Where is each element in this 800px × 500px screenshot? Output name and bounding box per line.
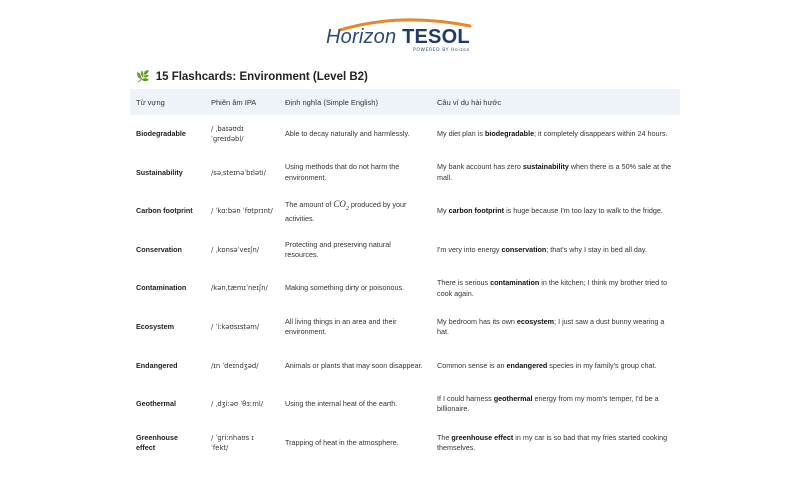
row-term: Contamination	[136, 283, 187, 293]
row-ipa: / ˈkɑːbən ˈfʊtprɪnt/	[211, 207, 273, 216]
row-example: My diet plan is biodegradable; it completely disappears within 24 hours.	[437, 129, 668, 139]
keyword: endangered	[506, 360, 548, 370]
row-example: There is serious contamination in the kitchen; I think my brother tried to cook again.	[437, 278, 668, 298]
row-ipa: /ɪn ˈdeɪndʒəd/	[211, 361, 259, 370]
keyword: carbon footprint	[448, 206, 505, 216]
row-ipa: /səˌsteɪnəˈbɪləti/	[211, 168, 266, 177]
row-example: I'm very into energy conservation; that's why I stay in bed all day.	[437, 244, 647, 254]
row-ipa: / ˌkɒnsəˈveɪʃn/	[211, 245, 260, 254]
row-term: Carbon footprint	[136, 206, 193, 216]
row-term: Conservation	[136, 244, 182, 254]
table-row	[130, 231, 680, 270]
table-row	[130, 308, 680, 347]
row-example: The greenhouse effect in my car is so bad that my fries started cooking themselves.	[437, 432, 668, 453]
row-definition: Using methods that do not harm the environment.	[285, 162, 400, 182]
table-row	[130, 154, 680, 193]
row-definition: The amount of $CO_2$ produced by your activities.	[285, 198, 407, 223]
keyword: greenhouse effect	[451, 432, 514, 442]
row-definition: All living things in an area and their environment.	[285, 316, 397, 337]
row-definition: Animals or plants that may soon disappear.	[285, 360, 423, 370]
row-definition: Trapping of heat in the atmosphere.	[285, 437, 399, 447]
table-row	[130, 385, 680, 424]
row-ipa: /kənˌtæmɪˈneɪʃn/	[211, 284, 268, 293]
table-row	[130, 192, 680, 231]
row-example: My carbon footprint is huge because I'm too lazy to walk to the fridge.	[437, 206, 663, 216]
row-example: If I could harness geothermal energy from my mom's temper, I'd be a billionaire.	[437, 393, 659, 414]
logo	[0, 20, 800, 56]
row-term: Ecosystem	[136, 322, 174, 332]
co2-formula: $CO_2$	[333, 198, 349, 212]
header-example: Câu ví dụ hài hước	[431, 89, 680, 115]
keyword: ecosystem	[516, 316, 555, 326]
keyword: sustainability	[522, 162, 569, 172]
row-term: Geothermal	[136, 399, 176, 409]
row-ipa: / ˈɡriːnhaʊs ɪ ˈfekt/	[211, 433, 254, 453]
row-definition: Able to decay naturally and harmlessly.	[285, 129, 410, 139]
header-vocab: Từ vựng	[130, 89, 205, 115]
row-term: Biodegradable	[136, 129, 186, 139]
table-header-row	[130, 89, 680, 115]
leaf-icon: 🌿	[136, 71, 150, 83]
row-definition: Protecting and preserving natural resources.	[285, 239, 391, 260]
logo-word-horizon: Horizon	[326, 26, 397, 48]
logo-tagline: POWERED BY Hoizon	[413, 48, 470, 53]
table-row	[130, 424, 680, 463]
table-row	[130, 347, 680, 386]
row-ipa: / ˌdʒiːəʊ ˈθɜːml/	[211, 400, 264, 409]
row-ipa: / ˈiːkəʊsɪstəm/	[211, 323, 260, 332]
row-term: Sustainability	[136, 167, 183, 177]
table-row	[130, 269, 680, 308]
row-example: Common sense is an endangered species in my family's group chat.	[437, 360, 657, 370]
header-ipa: Phiên âm IPA	[205, 89, 279, 115]
row-definition: Making something dirty or poisonous.	[285, 283, 405, 293]
row-ipa: / ˌbaɪəʊdɪ ˈɡreɪdəbl/	[211, 124, 244, 144]
logo-word-tesol: TESOL	[402, 26, 470, 48]
row-term: Endangered	[136, 360, 178, 370]
row-example: My bedroom has its own ecosystem; I just saw a dust bunny wearing a hat.	[437, 316, 665, 337]
page-title	[136, 70, 368, 83]
page-title-text: 15 Flashcards: Environment (Level B2)	[155, 70, 368, 83]
table-row	[130, 115, 680, 154]
keyword: contamination	[490, 278, 540, 288]
keyword: geothermal	[493, 393, 533, 403]
row-example: My bank account has zero sustainability when there is a 50% sale at the mall.	[437, 162, 672, 182]
row-term: Greenhouse effect	[136, 432, 178, 453]
header-definition: Định nghĩa (Simple English)	[279, 89, 431, 115]
keyword: biodegradable	[484, 129, 535, 139]
row-definition: Using the internal heat of the earth.	[285, 399, 398, 409]
flashcards-table	[130, 89, 680, 462]
keyword: conservation	[501, 244, 547, 254]
